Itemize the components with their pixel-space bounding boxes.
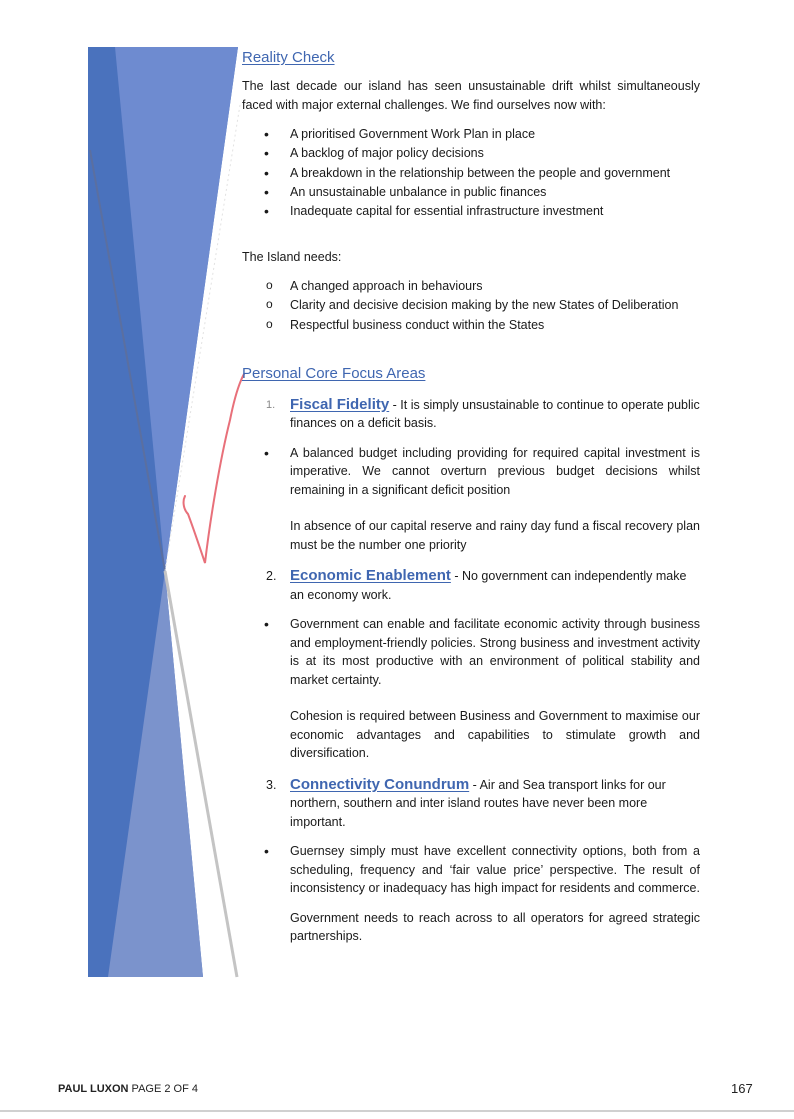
list-item: o A changed approach in behaviours [242, 277, 700, 296]
list-item: • A breakdown in the relationship between the people and government [242, 164, 700, 183]
footer-author [58, 1083, 198, 1095]
list-item: • A backlog of major policy decisions [242, 144, 700, 163]
list-item: • Inadequate capital for essential infrastructure investment [242, 202, 700, 221]
footer-page-label: PAGE 2 OF 4 [128, 1083, 198, 1095]
focus-item-bullet: • Government can enable and facilitate economic activity through business and employment-friendly policies. Strong business and investment activity is at its most productive with an environment of political stability and market certainty. [264, 616, 700, 687]
focus-item-bullet-text: A balanced budget including providing for required capital investment is imperative. We cannot overturn previous budget decisions whilst remaining in a significant deficit position [290, 445, 700, 497]
focus-areas-heading: Personal Core Focus Areas [242, 364, 426, 382]
footer-name: PAUL LUXON [58, 1083, 129, 1095]
focus-item-bullet: • A balanced budget including providing for required capital investment is imperative. We cannot overturn previous budget decisions whilst remaining in a significant deficit position [264, 444, 700, 497]
focus-item-number: 1. [266, 398, 276, 411]
decorative-banner [0, 0, 260, 990]
list-item: o Clarity and decisive decision making by the new States of Deliberation [242, 296, 700, 315]
focus-item-lead: - No government can independently make an economy work. [290, 569, 687, 602]
focus-item-follow: Cohesion is required between Business and Government to maximise our economic advantages and capabilities to stimulate growth and diversification. [290, 709, 700, 761]
focus-item-title: Connectivity Conundrum [290, 775, 470, 793]
focus-item-lead: - Air and Sea transport links for our northern, southern and inter island routes have never been more important. [290, 777, 666, 829]
focus-item-fiscal [242, 396, 700, 433]
reality-check-intro: The last decade our island has seen unsustainable drift whilst simultaneously faced with major external challenges. We find ourselves now with: [242, 79, 700, 112]
focus-item-connectivity [242, 776, 700, 832]
focus-item-bullet-text: Government can enable and facilitate economic activity through business and employment-friendly policies. Strong business and investment activity is at its most productive with an environment of political stability and market certainty. [290, 617, 700, 687]
page-number: 167 [731, 1081, 753, 1096]
focus-item-economic [242, 567, 700, 604]
focus-item-number: 3. [266, 777, 277, 792]
page-content [242, 48, 700, 946]
reality-check-heading: Reality Check [242, 49, 335, 66]
focus-item-follow: Government needs to reach across to all operators for agreed strategic partnerships. [290, 910, 700, 944]
focus-item-number: 2. [266, 569, 277, 584]
list-item: • A prioritised Government Work Plan in place [242, 125, 700, 144]
list-item: o Respectful business conduct within the States [242, 316, 700, 335]
list-item: • An unsustainable unbalance in public finances [242, 183, 700, 202]
focus-item-title: Fiscal Fidelity [290, 395, 390, 413]
reality-check-list [242, 125, 700, 221]
footer-divider [0, 1110, 794, 1112]
focus-item-title: Economic Enablement [290, 567, 451, 585]
focus-item-lead: - It is simply unsustainable to continue to operate public finances on a deficit basis. [290, 397, 700, 431]
focus-item-bullet: • Guernsey simply must have excellent connectivity options, both from a scheduling, frequency and ‘fair value price’ perspective. The result of inconsistency or inadequacy has high impact for residents and commerce. [264, 843, 700, 896]
focus-item-bullet-text: Guernsey simply must have excellent connectivity options, both from a scheduling, frequency and ‘fair value price’ perspective. The result of inconsistency or inadequacy has high impact for residents and commerce. [290, 844, 700, 896]
island-needs-list [242, 277, 700, 335]
focus-item-follow: In absence of our capital reserve and rainy day fund a fiscal recovery plan must be the number one priority [290, 519, 700, 552]
island-needs-label: The Island needs: [242, 250, 342, 265]
